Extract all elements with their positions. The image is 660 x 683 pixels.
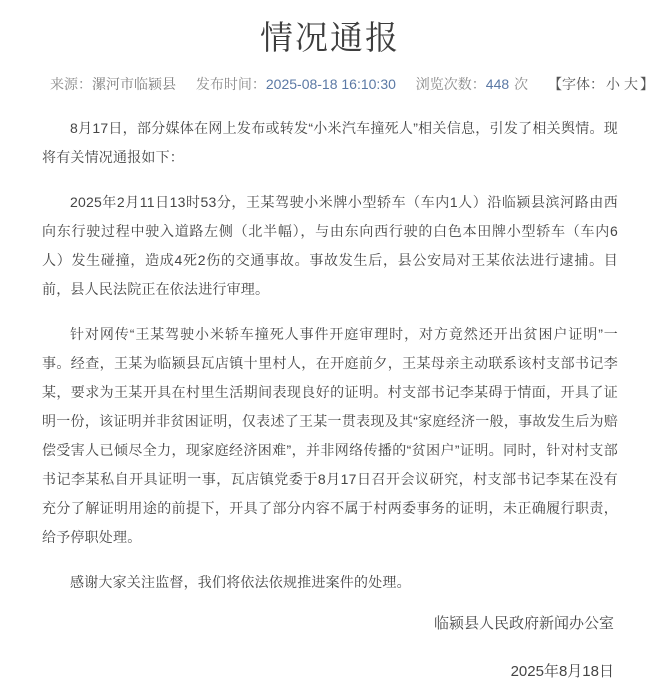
source-label: 来源： [50,76,92,92]
page-title: 情况通报 [260,19,400,56]
signature-date: 2025年8月18日 [510,663,614,680]
meta-publish-time [196,74,396,94]
view-count-label: 浏览次数： [415,76,486,92]
paragraph-certificate-investigation: 针对网传“王某驾驶小米轿车撞死人事件开庭审理时，对方竟然还开出贫困户证明”一事。经查，王某为临颍县瓦店镇十里村人，在开庭前夕，王某母亲主动联系该村支部书记李某，要求为王某开具在村里生活期间表现良好的证明。村支部书记李某碍于情面，开具了证明一份，该证明并非贫困证明，仅表述了王某一贯表现及其“家庭经济一般，事故发生后为赔偿受害人已倾尽全力，现家庭经济困难”，并非网络传播的“贫困户”证明。同时，针对村支部书记李某私自开具证明一事，瓦店镇党委于8月17日召开会议研究，村支部书记李某在没有充分了解证明用途的前提下，开具了部分内容不属于村两委事务的证明，未正确履行职责，给予停职处理。 [42,326,618,545]
font-widget-label-close: 】 [640,76,655,92]
notice-body [42,114,618,597]
meta-view-count [416,74,528,94]
signature-block [42,613,618,635]
font-size-widget [548,74,654,94]
source-value: 漯河市临颍县 [92,76,176,92]
paragraph-closing: 感谢大家关注监督，我们将依法依规推进案件的处理。 [70,574,411,590]
font-widget-label-open: 【字体： [548,76,605,92]
meta-row [42,74,655,94]
view-count-unit: 次 [514,76,529,92]
publish-time-label: 发布时间： [195,76,266,92]
paragraph-accident-details: 2025年2月11日13时53分，王某驾驶小米牌小型轿车（车内1人）沿临颍县滨河路由西向东行驶过程中驶入道路左侧（北半幅），与由东向西行驶的白色本田牌小型轿车（车内6人）发生碰撞，造成4死2伤的交通事故。事故发生后，县公安局对王某依法进行逮捕。目前，县人民法院正在依法进行审理。 [42,194,618,297]
view-count-value: 448 [485,76,510,92]
font-size-large-button[interactable]: 大 [624,76,639,92]
paragraph-intro: 8月17日，部分媒体在网上发布或转发“小米汽车撞死人”相关信息，引发了相关舆情。现将有关情况通报如下： [42,120,618,165]
signature-organization: 临颍县人民政府新闻办公室 [433,615,614,632]
font-size-small-button[interactable]: 小 [606,76,621,92]
publish-time-value: 2025-08-18 16:10:30 [265,76,396,92]
meta-source [50,74,176,94]
